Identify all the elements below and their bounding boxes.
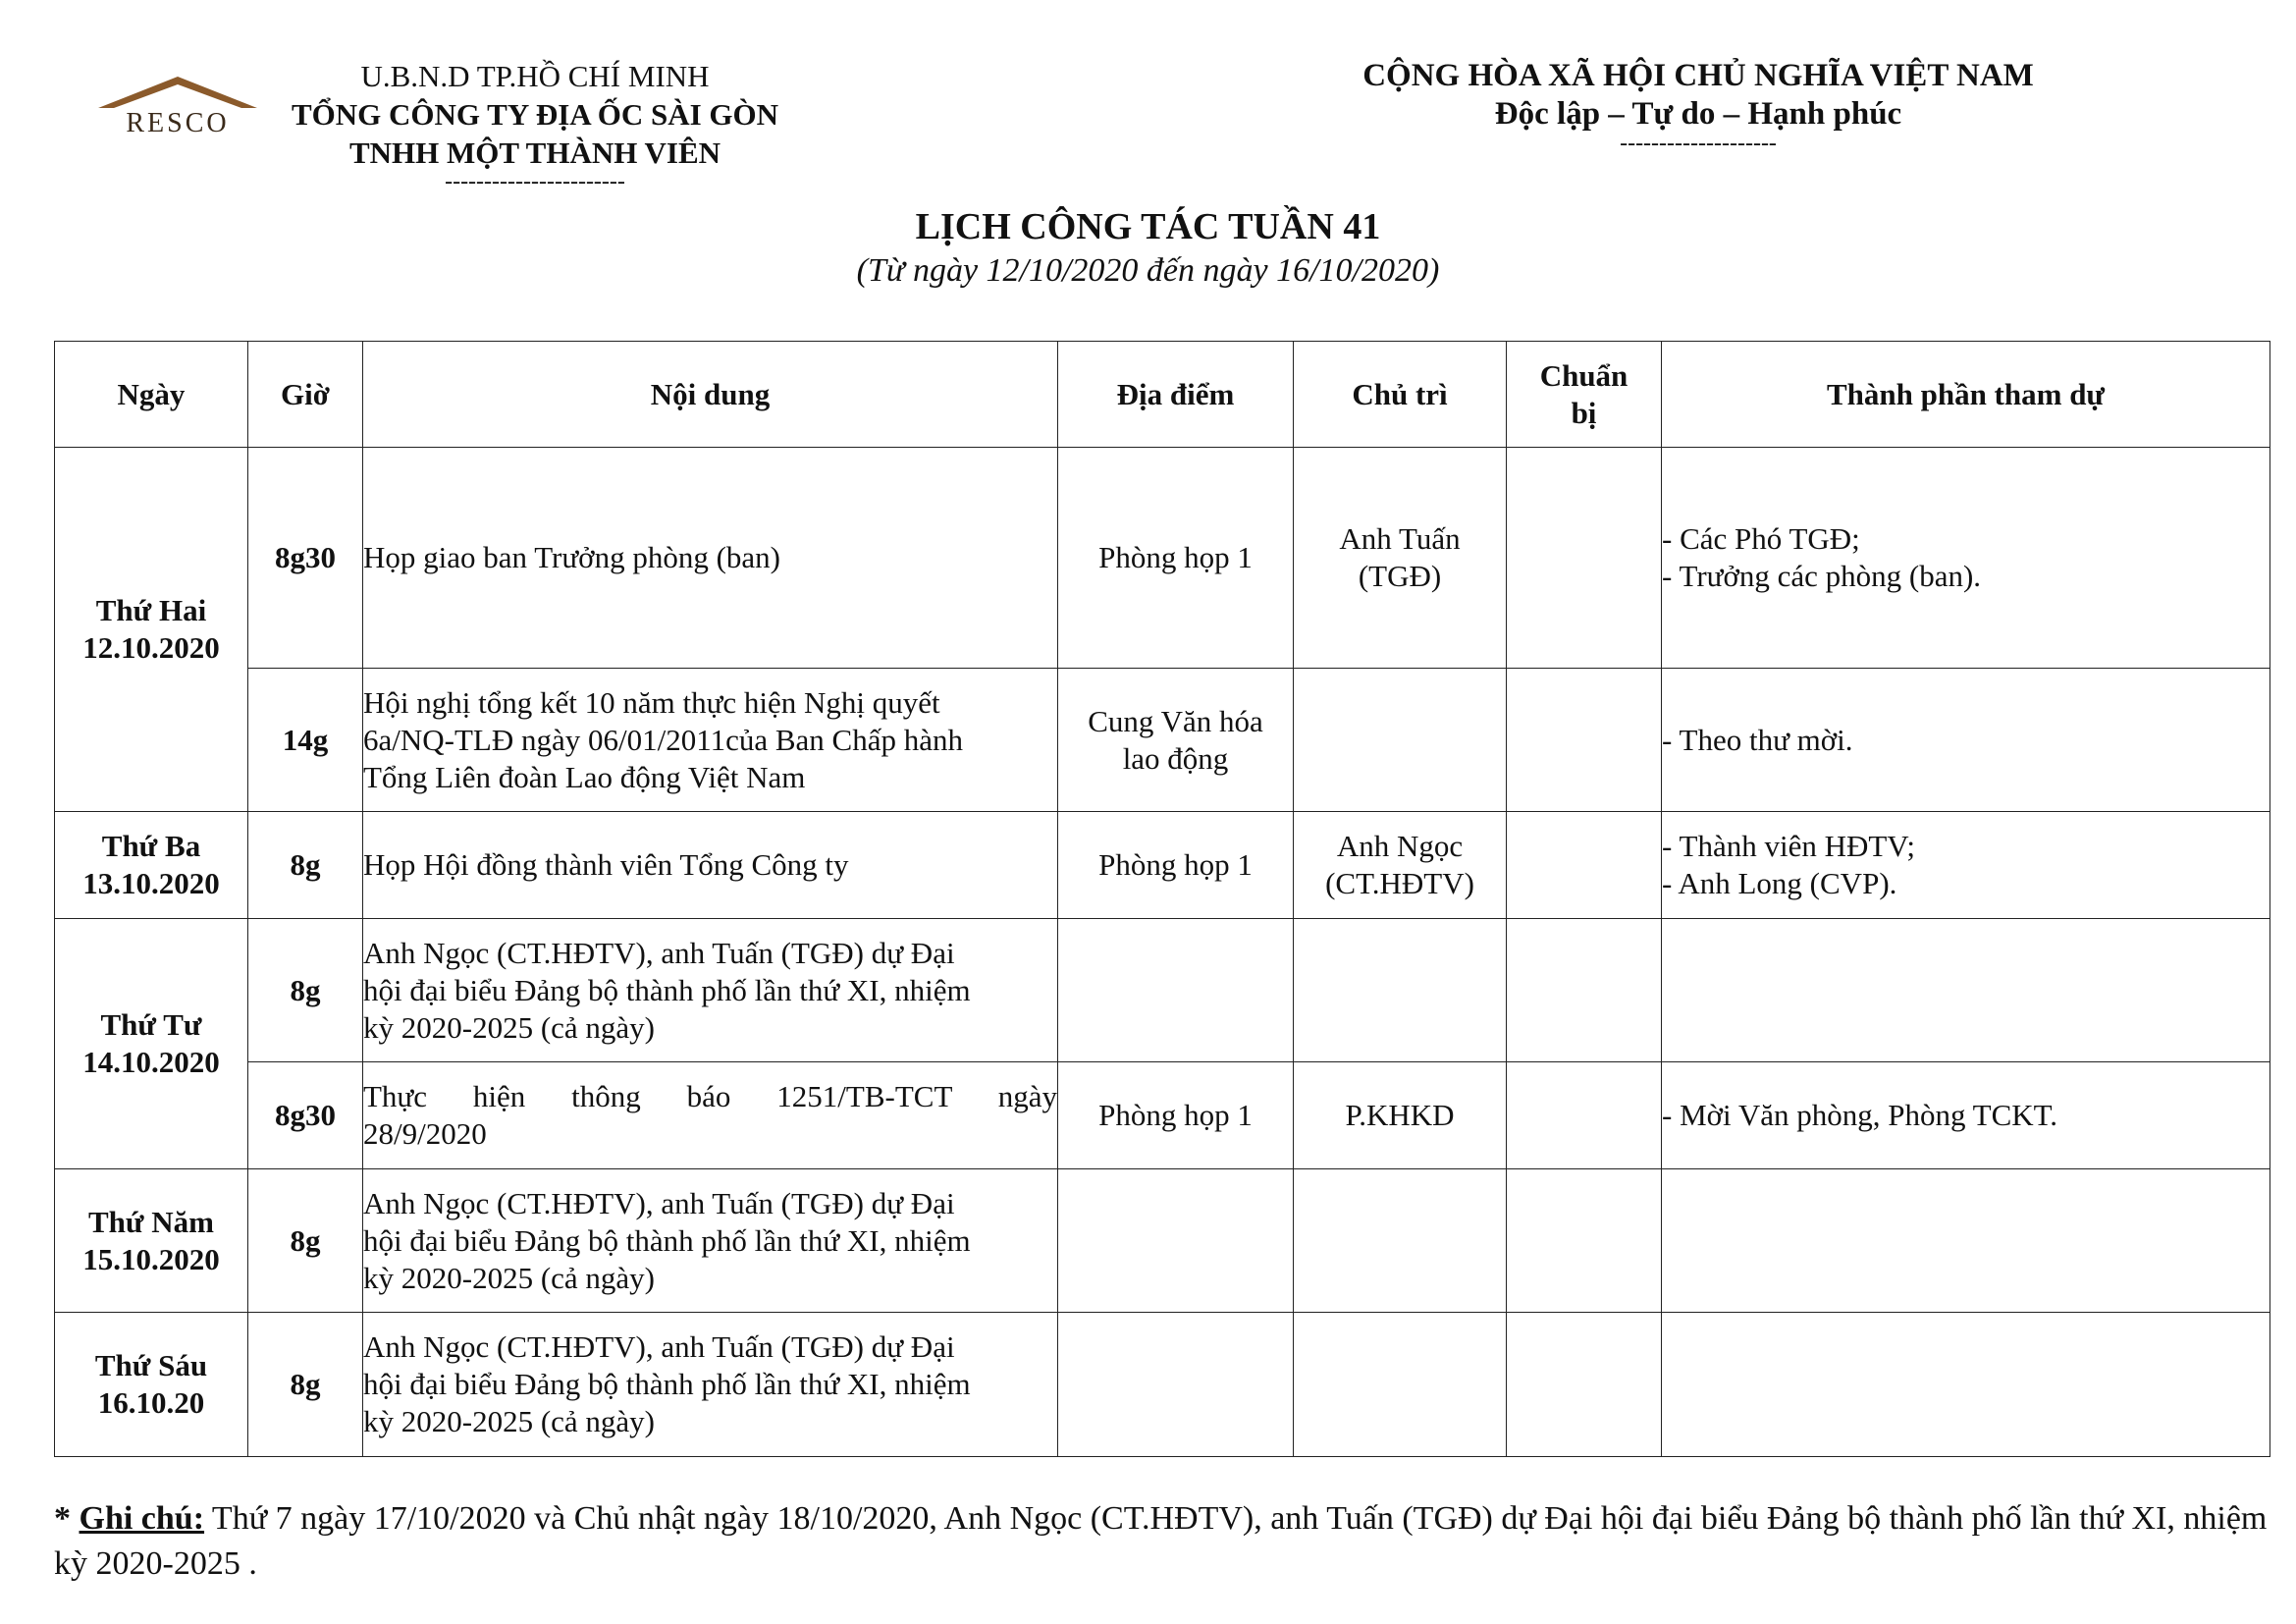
footnote-text: Thứ 7 ngày 17/10/2020 và Chủ nhật ngày 18/10/2020, Anh Ngọc (CT.HĐTV), anh Tuấn (TGĐ) dự Đại hội đại biểu Đảng bộ thành phố lần thứ XI, nhiệm kỳ 2020-2025 . <box>54 1500 2268 1582</box>
host-cell <box>1294 1169 1507 1313</box>
location-cell <box>1058 1062 1294 1169</box>
issuer-line-1: U.B.N.D TP.HỒ CHÍ MINH <box>360 59 710 93</box>
content-cell <box>363 669 1058 812</box>
national-title: CỘNG HÒA XÃ HỘI CHỦ NGHĨA VIỆT NAM <box>1362 58 2034 93</box>
day-name: Thứ Hai <box>95 593 207 627</box>
day-cell <box>55 1169 248 1313</box>
schedule-table <box>54 341 2270 1457</box>
footnote <box>54 1496 2269 1587</box>
day-cell <box>55 448 248 812</box>
host-cell <box>1294 448 1507 669</box>
footnote-label: Ghi chú: <box>79 1500 205 1537</box>
content-line: Tổng Liên đoàn Lao động Việt Nam <box>363 759 806 794</box>
issuer-separator: ----------------------- <box>445 169 625 194</box>
content-line: Anh Ngọc (CT.HĐTV), anh Tuấn (TGĐ) dự Đại <box>363 935 955 970</box>
header-host: Chủ trì <box>1294 342 1507 448</box>
header-prep-line-2: bị <box>1571 395 1597 430</box>
location-line: Phòng họp 1 <box>1098 540 1253 574</box>
content-line: 28/9/2020 <box>363 1116 487 1151</box>
location-line: Phòng họp 1 <box>1098 847 1253 882</box>
table-row <box>55 812 2270 919</box>
table-row <box>55 1062 2270 1169</box>
prep-cell <box>1507 669 1662 812</box>
location-cell <box>1058 812 1294 919</box>
prep-cell <box>1507 1313 1662 1457</box>
prep-cell <box>1507 1169 1662 1313</box>
attendees-cell <box>1662 1169 2270 1313</box>
host-cell <box>1294 669 1507 812</box>
roof-logo-icon <box>94 71 261 110</box>
schedule-body <box>55 448 2270 1457</box>
attendees-cell <box>1662 1062 2270 1169</box>
content-line: hội đại biểu Đảng bộ thành phố lần thứ XI, nhiệm <box>363 972 971 1007</box>
footnote-star: * <box>54 1500 80 1537</box>
day-cell <box>55 812 248 919</box>
national-header <box>1306 57 2091 156</box>
table-row <box>55 919 2270 1062</box>
prep-cell <box>1507 919 1662 1062</box>
table-header-row <box>55 342 2270 448</box>
prep-cell <box>1507 1062 1662 1169</box>
location-cell <box>1058 919 1294 1062</box>
host-line: (CT.HĐTV) <box>1325 866 1474 900</box>
logo-text: RESCO <box>126 108 230 138</box>
issuer-line-3: TNHH MỘT THÀNH VIÊN <box>348 135 721 170</box>
location-cell <box>1058 1313 1294 1457</box>
content-line: Hội nghị tổng kết 10 năm thực hiện Nghị quyết <box>363 684 940 720</box>
content-line: kỳ 2020-2025 (cả ngày) <box>363 1009 655 1045</box>
attendees-cell <box>1662 1313 2270 1457</box>
header-content: Nội dung <box>363 342 1058 448</box>
host-line: Anh Tuấn <box>1339 521 1461 556</box>
attendees-cell <box>1662 669 2270 812</box>
content-cell <box>363 1169 1058 1313</box>
content-line: Họp giao ban Trưởng phòng (ban) <box>363 540 780 574</box>
location-line: lao động <box>1122 740 1229 776</box>
header-prep <box>1507 342 1662 448</box>
attendee-line: - Các Phó TGĐ; <box>1662 521 1860 556</box>
title-main: LỊCH CÔNG TÁC TUẦN 41 <box>915 206 1381 247</box>
day-name: Thứ Năm <box>88 1204 214 1239</box>
attendee-line: - Mời Văn phòng, Phòng TCKT. <box>1662 1098 2058 1132</box>
content-line: kỳ 2020-2025 (cả ngày) <box>363 1404 655 1438</box>
content-cell <box>363 1062 1058 1169</box>
issuer-line-2: TỔNG CÔNG TY ĐỊA ỐC SÀI GÒN <box>291 97 779 132</box>
content-line: Thực hiện thông báo 1251/TB-TCT ngày <box>363 1079 1057 1113</box>
day-date: 12.10.2020 <box>82 630 220 665</box>
prep-cell <box>1507 448 1662 669</box>
content-line: Họp Hội đồng thành viên Tổng Công ty <box>363 847 849 882</box>
content-line: hội đại biểu Đảng bộ thành phố lần thứ XI, nhiệm <box>363 1367 971 1401</box>
attendee-line: - Thành viên HĐTV; <box>1662 829 1915 863</box>
attendee-line: - Trưởng các phòng (ban). <box>1662 559 1982 593</box>
day-date: 15.10.2020 <box>82 1241 220 1276</box>
day-cell <box>55 1313 248 1457</box>
time-cell: 8g <box>248 812 363 919</box>
header-prep-line-1: Chuẩn <box>1539 357 1629 393</box>
prep-cell <box>1507 812 1662 919</box>
attendee-line: - Anh Long (CVP). <box>1662 866 1897 900</box>
header-attendees: Thành phần tham dự <box>1662 342 2270 448</box>
issuer-header <box>255 57 815 194</box>
time-cell: 8g30 <box>248 1062 363 1169</box>
time-cell: 14g <box>248 669 363 812</box>
location-cell <box>1058 448 1294 669</box>
content-line: 6a/NQ-TLĐ ngày 06/01/2011của Ban Chấp hành <box>363 722 963 757</box>
header-location: Địa điểm <box>1058 342 1294 448</box>
day-cell <box>55 919 248 1169</box>
content-cell <box>363 1313 1058 1457</box>
day-date: 13.10.2020 <box>82 866 220 900</box>
table-row <box>55 1313 2270 1457</box>
document-title <box>0 204 2296 293</box>
location-line: Phòng họp 1 <box>1098 1098 1253 1132</box>
host-cell <box>1294 1062 1507 1169</box>
time-cell: 8g <box>248 1313 363 1457</box>
host-line: Anh Ngọc <box>1336 829 1464 863</box>
attendees-cell <box>1662 812 2270 919</box>
time-cell: 8g30 <box>248 448 363 669</box>
content-cell <box>363 812 1058 919</box>
content-cell <box>363 448 1058 669</box>
table-row <box>55 448 2270 669</box>
day-name: Thứ Ba <box>101 829 201 863</box>
company-logo <box>94 71 261 139</box>
content-cell <box>363 919 1058 1062</box>
national-motto: Độc lập – Tự do – Hạnh phúc <box>1494 96 1902 132</box>
host-cell <box>1294 812 1507 919</box>
day-name: Thứ Tư <box>100 1007 202 1042</box>
content-line: Anh Ngọc (CT.HĐTV), anh Tuấn (TGĐ) dự Đại <box>363 1185 955 1220</box>
table-row <box>55 1169 2270 1313</box>
attendees-cell <box>1662 919 2270 1062</box>
attendee-line: - Theo thư mời. <box>1662 722 1853 757</box>
day-name: Thứ Sáu <box>94 1348 208 1382</box>
host-line: P.KHKD <box>1345 1098 1455 1132</box>
location-cell <box>1058 669 1294 812</box>
content-line: hội đại biểu Đảng bộ thành phố lần thứ XI, nhiệm <box>363 1222 971 1258</box>
national-separator: -------------------- <box>1620 131 1777 156</box>
host-cell <box>1294 919 1507 1062</box>
title-date-range: (Từ ngày 12/10/2020 đến ngày 16/10/2020) <box>856 252 1440 289</box>
header-day: Ngày <box>55 342 248 448</box>
attendees-cell <box>1662 448 2270 669</box>
time-cell: 8g <box>248 1169 363 1313</box>
header-time: Giờ <box>248 342 363 448</box>
content-line: Anh Ngọc (CT.HĐTV), anh Tuấn (TGĐ) dự Đại <box>363 1329 955 1364</box>
table-row <box>55 669 2270 812</box>
host-line: (TGĐ) <box>1358 559 1442 593</box>
content-line: kỳ 2020-2025 (cả ngày) <box>363 1260 655 1295</box>
time-cell: 8g <box>248 919 363 1062</box>
day-date: 16.10.20 <box>97 1385 205 1420</box>
location-line: Cung Văn hóa <box>1088 703 1263 738</box>
day-date: 14.10.2020 <box>82 1045 220 1079</box>
host-cell <box>1294 1313 1507 1457</box>
location-cell <box>1058 1169 1294 1313</box>
